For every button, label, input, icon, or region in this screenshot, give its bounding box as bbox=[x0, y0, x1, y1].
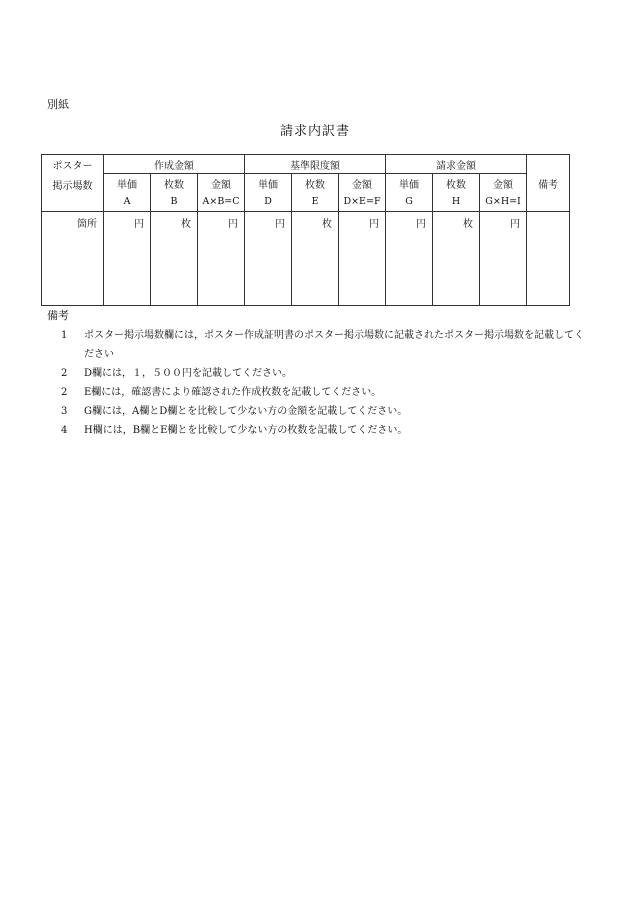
document-title: 請求内訳書 bbox=[279, 124, 350, 139]
note-number: 1 bbox=[61, 330, 68, 341]
invoice-breakdown-table bbox=[41, 154, 570, 306]
subheader-amount-f: 金額 bbox=[339, 174, 386, 193]
notes-list bbox=[47, 326, 592, 440]
subheader-amount-c: 金額 bbox=[198, 174, 245, 193]
notes-heading: 備考 bbox=[47, 309, 69, 322]
note-item bbox=[47, 402, 592, 421]
code-i: G×H=I bbox=[480, 192, 527, 212]
note-number: 2 bbox=[61, 387, 68, 398]
unit-yen-g: 円 bbox=[386, 212, 433, 306]
subheader-unit-price-a: 単価 bbox=[104, 174, 151, 193]
unit-yen-a: 円 bbox=[104, 212, 151, 306]
code-a: A bbox=[104, 192, 151, 212]
note-text: ポスター掲示場数欄には，ポスター作成証明書のポスター掲示場数に記載されたポスター掲示場数を記載してください bbox=[84, 330, 584, 360]
note-text: E欄には，確認書により確認された作成枚数を記載してください。 bbox=[84, 387, 382, 398]
code-c: A×B=C bbox=[198, 192, 245, 212]
note-number: 2 bbox=[61, 368, 68, 379]
code-f: D×E=F bbox=[339, 192, 386, 212]
unit-sheets-e: 枚 bbox=[292, 212, 339, 306]
unit-yen-c: 円 bbox=[198, 212, 245, 306]
unit-yen-i: 円 bbox=[480, 212, 527, 306]
code-g: G bbox=[386, 192, 433, 212]
code-e: E bbox=[292, 192, 339, 212]
remarks-cell bbox=[527, 212, 570, 306]
remarks-header: 備考 bbox=[527, 155, 570, 212]
subheader-unit-price-d: 単価 bbox=[245, 174, 292, 193]
group-header-production: 作成金額 bbox=[104, 155, 245, 174]
note-text: H欄には，B欄とE欄とを比較して少ない方の枚数を記載してください。 bbox=[84, 425, 408, 436]
subheader-count-e: 枚数 bbox=[292, 174, 339, 193]
subheader-count-b: 枚数 bbox=[151, 174, 198, 193]
code-h: H bbox=[433, 192, 480, 212]
unit-sheets-h: 枚 bbox=[433, 212, 480, 306]
unit-yen-d: 円 bbox=[245, 212, 292, 306]
code-b: B bbox=[151, 192, 198, 212]
note-item bbox=[47, 383, 592, 402]
note-item bbox=[47, 364, 592, 383]
note-item bbox=[47, 326, 592, 364]
note-number: 3 bbox=[61, 406, 68, 417]
unit-yen-f: 円 bbox=[339, 212, 386, 306]
subheader-amount-i: 金額 bbox=[480, 174, 527, 193]
annex-label: 別紙 bbox=[47, 98, 69, 111]
code-d: D bbox=[245, 192, 292, 212]
unit-places: 箇所 bbox=[42, 212, 104, 306]
note-item bbox=[47, 421, 592, 440]
note-number: 4 bbox=[61, 425, 68, 436]
group-header-claim: 請求金額 bbox=[386, 155, 527, 174]
group-header-standard-limit: 基準限度額 bbox=[245, 155, 386, 174]
poster-header-bottom: 掲示場数 bbox=[42, 174, 104, 212]
poster-header-top: ポスター bbox=[42, 155, 104, 174]
unit-sheets-b: 枚 bbox=[151, 212, 198, 306]
subheader-unit-price-g: 単価 bbox=[386, 174, 433, 193]
note-text: D欄には，１，５００円を記載してください。 bbox=[84, 368, 293, 379]
note-text: G欄には，A欄とD欄とを比較して少ない方の金額を記載してください。 bbox=[84, 406, 408, 417]
subheader-count-h: 枚数 bbox=[433, 174, 480, 193]
